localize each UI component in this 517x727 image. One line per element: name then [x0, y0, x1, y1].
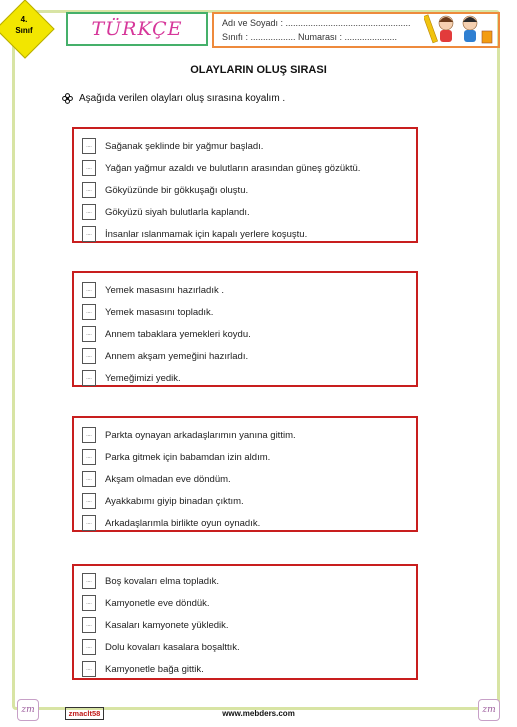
order-answer-box[interactable]: .... [82, 326, 96, 342]
event-text: Gökyüzü siyah bulutlarla kaplandı. [105, 206, 250, 218]
order-answer-box[interactable]: .... [82, 204, 96, 220]
list-item [82, 369, 181, 387]
event-group-1 [72, 127, 418, 243]
page-title: OLAYLARIN OLUŞ SIRASI [190, 64, 327, 76]
list-item [82, 347, 248, 365]
children-illustration-icon [424, 13, 496, 45]
order-answer-box[interactable]: .... [82, 348, 96, 364]
order-answer-box[interactable]: .... [82, 471, 96, 487]
flower-bullet-icon [62, 93, 73, 104]
event-text: Dolu kovaları kasalara boşalttık. [105, 641, 240, 653]
order-answer-box[interactable]: .... [82, 427, 96, 443]
grade-number: 4. [20, 15, 28, 24]
order-answer-box[interactable]: .... [82, 493, 96, 509]
event-text: Kamyonetle bağa gittik. [105, 663, 204, 675]
zm-logo-right: zm [478, 699, 500, 721]
order-answer-box[interactable]: .... [82, 515, 96, 531]
list-item [82, 448, 270, 466]
event-text: Yemeğimizi yedik. [105, 372, 181, 384]
list-item [82, 492, 244, 510]
event-text: Parkta oynayan arkadaşlarımın yanına gittim. [105, 429, 296, 441]
grade-word: Sınıf [15, 26, 33, 35]
order-answer-box[interactable]: .... [82, 595, 96, 611]
list-item [82, 594, 210, 612]
subject-box [66, 12, 208, 46]
event-text: Ayakkabımı giyip binadan çıktım. [105, 495, 244, 507]
event-text: Kasaları kamyonete yükledik. [105, 619, 229, 631]
event-text: Annem tabaklara yemekleri koydu. [105, 328, 251, 340]
event-text: Parka gitmek için babamdan izin aldım. [105, 451, 271, 463]
event-text: Yemek masasını hazırladık . [105, 284, 224, 296]
event-text: İnsanlar ıslanmamak için kapalı yerlere koşuştu. [105, 228, 308, 240]
list-item [82, 325, 251, 343]
list-item [82, 303, 213, 321]
event-text: Akşam olmadan eve döndüm. [105, 473, 231, 485]
event-group-2 [72, 271, 418, 387]
event-text: Yemek masasını topladık. [105, 306, 214, 318]
order-answer-box[interactable]: .... [82, 370, 96, 386]
list-item [82, 181, 248, 199]
list-item [82, 203, 250, 221]
event-text: Annem akşam yemeğini hazırladı. [105, 350, 249, 362]
list-item [82, 281, 224, 299]
footer-website[interactable]: www.mebders.com [222, 709, 295, 718]
order-answer-box[interactable]: .... [82, 449, 96, 465]
list-item [82, 660, 204, 678]
event-text: Yağan yağmur azaldı ve bulutların arasından güneş gözüktü. [105, 162, 361, 174]
event-text: Sağanak şeklinde bir yağmur başladı. [105, 140, 264, 152]
instruction [62, 93, 285, 104]
event-text: Gökyüzünde bir gökkuşağı oluştu. [105, 184, 249, 196]
order-answer-box[interactable]: .... [82, 661, 96, 677]
order-answer-box[interactable]: .... [82, 617, 96, 633]
list-item [82, 159, 360, 177]
class-number-field[interactable]: Sınıfı : .................. Numarası : ..................... [222, 32, 398, 42]
order-answer-box[interactable]: .... [82, 639, 96, 655]
list-item [82, 470, 231, 488]
order-answer-box[interactable]: .... [82, 282, 96, 298]
event-text: Kamyonetle eve döndük. [105, 597, 210, 609]
list-item [82, 572, 219, 590]
worksheet-code: zmaclt58 [65, 707, 104, 720]
order-answer-box[interactable]: .... [82, 182, 96, 198]
subject-title: TÜRKÇE [91, 18, 183, 40]
order-answer-box[interactable]: .... [82, 226, 96, 242]
order-answer-box[interactable]: .... [82, 138, 96, 154]
event-group-4 [72, 564, 418, 680]
instruction-text: Aşağıda verilen olayları oluş sırasına koyalım . [79, 93, 286, 104]
order-answer-box[interactable]: .... [82, 304, 96, 320]
list-item [82, 514, 260, 532]
order-answer-box[interactable]: .... [82, 573, 96, 589]
event-text: Arkadaşlarımla birlikte oyun oynadık. [105, 517, 261, 529]
event-text: Boş kovaları elma topladık. [105, 575, 220, 587]
event-group-3 [72, 416, 418, 532]
list-item [82, 426, 296, 444]
grade-label [4, 14, 44, 36]
list-item [82, 137, 263, 155]
list-item [82, 638, 240, 656]
list-item [82, 225, 307, 243]
name-field[interactable]: Adı ve Soyadı : .................................................. [222, 18, 411, 28]
order-answer-box[interactable]: .... [82, 160, 96, 176]
list-item [82, 616, 229, 634]
zm-logo-left: zm [17, 699, 39, 721]
